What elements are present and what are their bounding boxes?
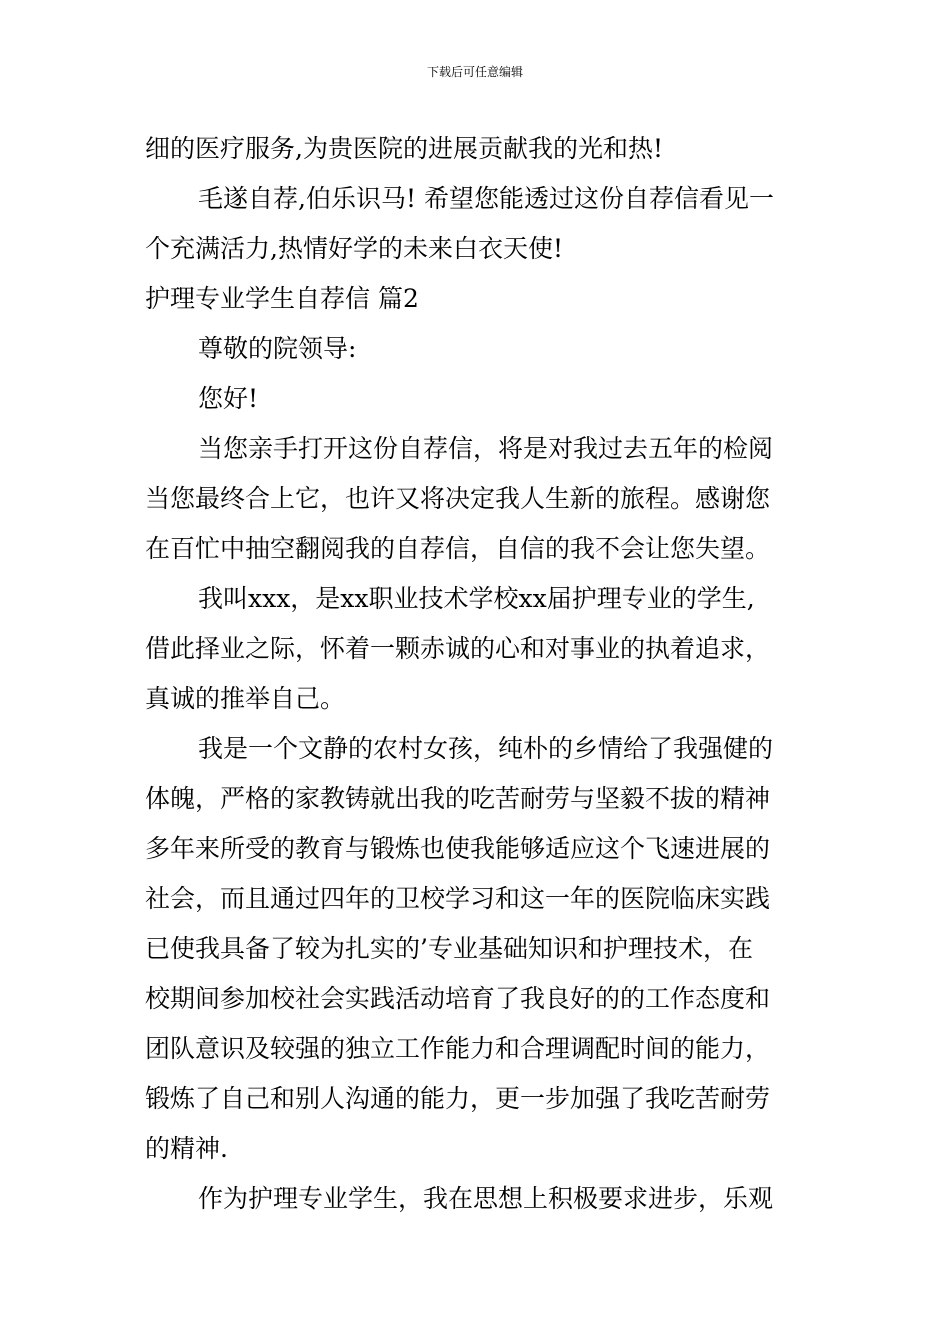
text-line: 我是一个文静的农村女孩，纯朴的乡情给了我强健的 bbox=[198, 734, 774, 763]
text-line: 在百忙中抽空翻阅我的自荐信，自信的我不会让您失望。 bbox=[145, 534, 771, 563]
salutation: 尊敬的院领导: bbox=[198, 334, 357, 363]
greeting: 您好! bbox=[198, 384, 259, 413]
text-line: 真诚的推举自己。 bbox=[145, 684, 346, 713]
text-line: 的精神. bbox=[145, 1134, 228, 1163]
text-line: 作为护理专业学生，我在思想上积极要求进步，乐观 bbox=[198, 1184, 774, 1213]
text-line: 校期间参加校社会实践活动培育了我良好的的工作态度和 bbox=[145, 984, 771, 1013]
text-line: 当您最终合上它，也许又将决定我人生新的旅程。感谢您 bbox=[145, 484, 771, 513]
section-heading: 护理专业学生自荐信 篇2 bbox=[145, 284, 419, 313]
text-line: 社会，而且通过四年的卫校学习和这一年的医院临床实践 bbox=[145, 884, 771, 913]
text-line: 毛遂自荐,伯乐识马! 希望您能透过这份自荐信看见一 bbox=[198, 184, 774, 213]
text-line: 多年来所受的教育与锻炼也使我能够适应这个飞速进展的 bbox=[145, 834, 771, 863]
text-line: 体魄，严格的家教铸就出我的吃苦耐劳与坚毅不拔的精神 bbox=[145, 784, 771, 813]
document-body bbox=[145, 124, 810, 1224]
text-line: 当您亲手打开这份自荐信，将是对我过去五年的检阅 bbox=[198, 434, 774, 463]
text-line: 团队意识及较强的独立工作能力和合理调配时间的能力， bbox=[145, 1034, 771, 1063]
text-line: 细的医疗服务,为贵医院的进展贡献我的光和热! bbox=[145, 134, 663, 163]
text-line: 我叫xxx，是xx职业技术学校xx届护理专业的学生, bbox=[198, 584, 755, 613]
text-line: 个充满活力,热情好学的未来白衣天使! bbox=[145, 234, 563, 263]
page-header: 下载后可任意编辑 bbox=[426, 65, 523, 79]
text-line: 已使我具备了较为扎实的’专业基础知识和护理技术，在 bbox=[145, 934, 753, 963]
text-line: 借此择业之际，怀着一颗赤诚的心和对事业的执着追求， bbox=[145, 634, 771, 663]
text-line: 锻炼了自己和别人沟通的能力，更一步加强了我吃苦耐劳 bbox=[145, 1084, 771, 1113]
